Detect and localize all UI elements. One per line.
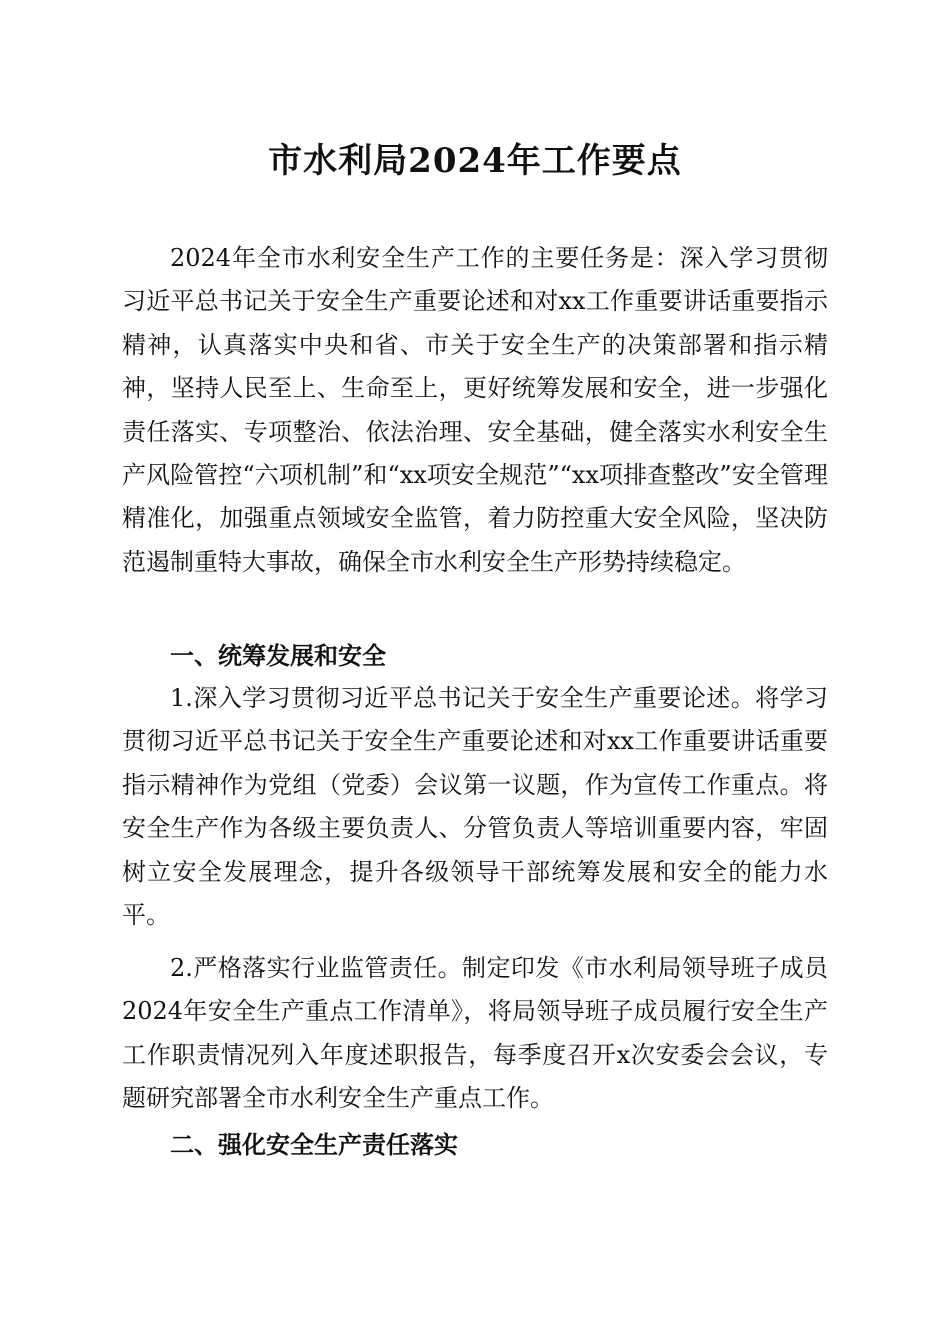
intro-paragraph: 2024年全市水利安全生产工作的主要任务是：深入学习贯彻习近平总书记关于安全生产重要论述和对xx工作重要讲话重要指示精神，认真落实中央和省、市关于安全生产的决策部署和指示精神，坚持人民至上、生命至上，更好统筹发展和安全，进一步强化责任落实、专项整治、依法治理、安全基础，健全落实水利安全生产风险管控“六项机制”和“xx项安全规范”“xx项排查整改”安全管理精准化，加强重点领域安全监管，着力防控重大安全风险，坚决防范遏制重特大事故，确保全市水利安全生产形势持续稳定。: [122, 244, 828, 576]
section-1-heading: 一、统筹发展和安全: [170, 642, 386, 670]
section-2-heading: 二、强化安全生产责任落实: [170, 1131, 458, 1159]
page-title: 市水利局2024年工作要点: [268, 141, 682, 181]
section-1-item-2: 2.严格落实行业监管责任。制定印发《市水利局领导班子成员2024年安全生产重点工作清单》，将局领导班子成员履行安全生产工作职责情况列入年度述职报告，每季度召开x次安委会会议，专题研究部署全市水利安全生产重点工作。: [122, 954, 828, 1113]
section-1-item-1: 1.深入学习贯彻习近平总书记关于安全生产重要论述。将学习贯彻习近平总书记关于安全生产重要论述和对xx工作重要讲话重要指示精神作为党组（党委）会议第一议题，作为宣传工作重点。将安全生产作为各级主要负责人、分管负责人等培训重要内容，牢固树立安全发展理念，提升各级领导干部统筹发展和安全的能力水平。: [122, 684, 828, 930]
